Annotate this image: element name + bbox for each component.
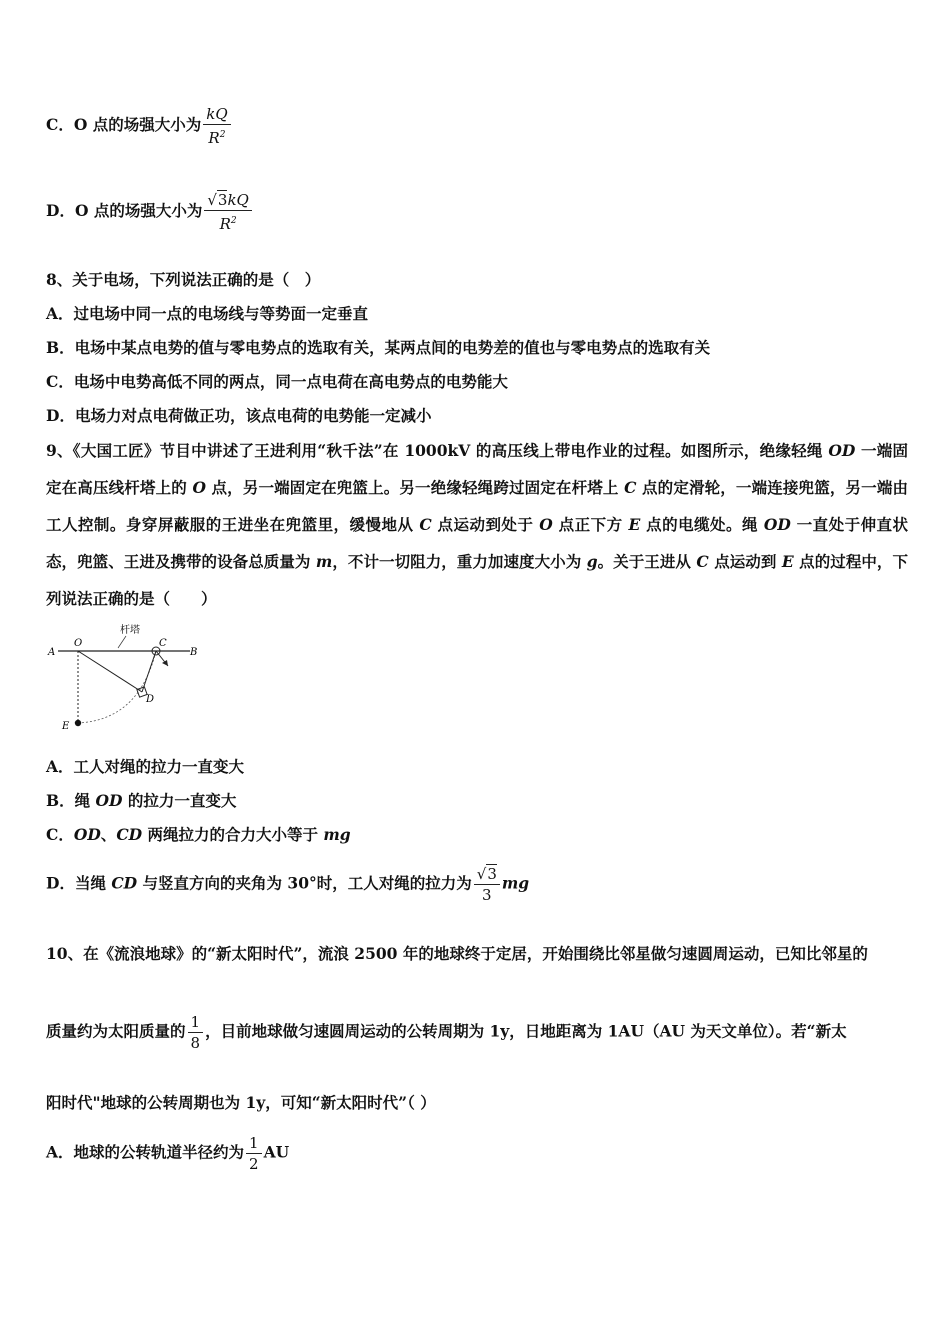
q7-option-c [46, 104, 233, 148]
q10-option-a: A．地球的公转轨道半径约为 $\frac{1}{2}$ AU [46, 1134, 290, 1173]
formula-sqrt3kq-over-r2: $\frac{√3kQ}{R^2}$ [204, 190, 252, 234]
formula-kq-over-r2: $\frac{kQ}{R^2}$ [203, 104, 230, 148]
label-c: C [159, 638, 167, 649]
q9-option-c: C．OD、CD 两绳拉力的合力大小等于 mg [46, 825, 351, 844]
q8-option-c: C．电场中电势高低不同的两点，同一点电荷在高电势点的电势能大 [46, 372, 508, 391]
rope-od [78, 651, 142, 692]
q10-line3: 阳时代"地球的公转周期也为 1y，可知“新太阳时代”（ ） [46, 1093, 436, 1112]
q7-option-d-text: D．O 点的场强大小为 [46, 201, 203, 220]
q8-option-a: A．过电场中同一点的电场线与等势面一定垂直 [46, 304, 369, 323]
q8-option-d: D．电场力对点电荷做正功，该点电荷的电势能一定减小 [46, 406, 432, 425]
q8-option-b: B．电场中某点电势的值与零电势点的选取有关，某两点间的电势差的值也与零电势点的选取有关 [46, 338, 711, 357]
q9-figure [44, 622, 214, 734]
q9-stem: 9、《大国工匠》节目中讲述了王进利用“秋千法”在 1000kV 的高压线上带电作业的过程。如图所示，绝缘轻绳 OD 一端固定在高压线杆塔上的 O 点，另一端固定在兜篮上。另一绝缘轻绳跨过固定在杆塔上 C 点的定滑轮，一端连接兜篮，另一端由工人控制。身穿屏蔽服的王进坐在兜篮里，缓慢地从 C 点运动到处于 O 点正下方 E 点的电缆处。绳 OD 一直处于伸直状态，兜篮、王进及携带的设备总质量为 m，不计一切阻力，重力加速度大小为 g。关于王进从 C 点运动到 E 点的过程中，下列说法正确的是（ ） [46, 441, 909, 608]
formula-one-half: $\frac{1}{2}$ [246, 1133, 262, 1174]
tower-leader-line [118, 636, 126, 648]
q9-option-b: B．绳 OD 的拉力一直变大 [46, 791, 237, 810]
label-o: O [74, 638, 83, 649]
q8-stem: 8、关于电场，下列说法正确的是（ ） [46, 270, 321, 289]
label-d: D [146, 694, 155, 705]
q9-option-a: A．工人对绳的拉力一直变大 [46, 757, 245, 776]
q7-option-d [46, 190, 254, 234]
label-e: E [62, 721, 70, 732]
formula-one-eighth: $\frac{1}{8}$ [188, 1012, 204, 1053]
rope-cd [142, 651, 156, 692]
q9-option-d: D．当绳 CD 与竖直方向的夹角为 30°时，工人对绳的拉力为 $\frac{√3}{3}$ mg [46, 865, 530, 904]
label-b: B [190, 647, 198, 658]
q7-option-c-text: C．O 点的场强大小为 [46, 115, 202, 134]
label-a: A [48, 647, 56, 658]
formula-sqrt3-over-3: $\frac{√3}{3}$ [474, 864, 500, 905]
point-e [75, 720, 81, 726]
q10-line1: 10、在《流浪地球》的“新太阳时代”，流浪 2500 年的地球终于定居，开始围绕比邻星做匀速圆周运动，已知比邻星的 [46, 944, 868, 963]
pull-arrow-icon [162, 660, 168, 666]
label-tower: 杆塔 [120, 625, 140, 636]
q10-line2: 质量约为太阳质量的 $\frac{1}{8}$ ，目前地球做匀速圆周运动的公转周期为 1y，日地距离为 1AU（AU 为天文单位）。若“新太 [46, 1013, 847, 1052]
